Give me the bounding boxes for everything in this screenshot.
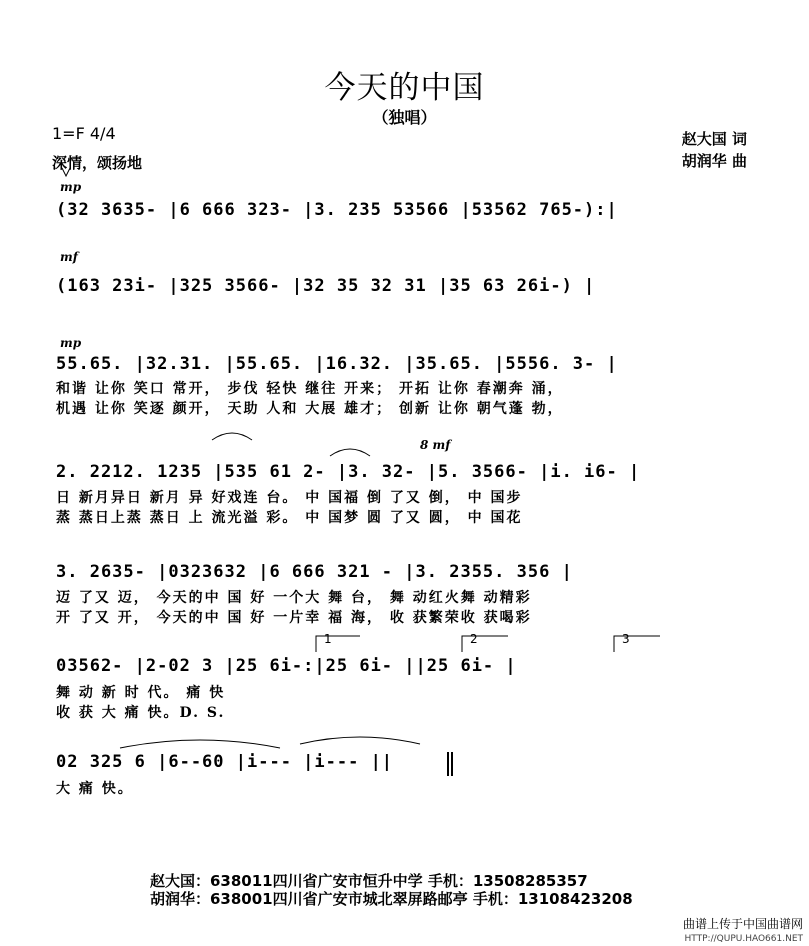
score-line: (163 23i- |325 3566- |32 35 32 31 |35 63 26i-) | bbox=[56, 276, 596, 296]
volta-bracket bbox=[462, 636, 508, 652]
lyric-line: 大 痛 快。 bbox=[56, 781, 134, 797]
tie-arc bbox=[330, 449, 370, 456]
watermark-text: 曲谱上传于中国曲谱网 bbox=[682, 917, 803, 931]
lyric-line: 舞 动 新 时 代。 痛 快 bbox=[56, 685, 226, 701]
tempo-marking: 深情，颂扬地 bbox=[52, 154, 143, 172]
score-line: 02 325 6 |6--60 |i--- |i--- || bbox=[56, 752, 394, 772]
contact-line: 赵大国：638011四川省广安市恒升中学 手机：13508285357 bbox=[150, 872, 588, 890]
volta-number: 2 bbox=[470, 632, 478, 646]
lyric-line: 蒸 蒸日上蒸 蒸日 上 流光溢 彩。 中 国梦 圆 了又 圆， 中 国花 bbox=[56, 510, 523, 526]
lyricist-credit: 赵大国 词 bbox=[681, 130, 747, 148]
decrescendo-mark bbox=[62, 168, 70, 176]
score-line: 55.65. |32.31. |55.65. |16.32. |35.65. |5556. 3- | bbox=[56, 354, 618, 374]
dynamic-marking: mf bbox=[60, 250, 78, 264]
score-line: (32 3635- |6 666 323- |3. 235 53566 |53562 765-):| bbox=[56, 200, 618, 220]
dynamic-marking: mp bbox=[60, 336, 82, 350]
tie-arc bbox=[300, 737, 420, 744]
lyric-line: 收 获 大 痛 快。D. S. bbox=[56, 705, 226, 721]
song-title: 今天的中国 bbox=[324, 70, 485, 106]
subtitle: （独唱） bbox=[372, 108, 437, 127]
lyric-line: 迈 了又 迈， 今天的中 国 好 一个大 舞 台， 舞 动红火舞 动精彩 bbox=[56, 590, 532, 606]
dynamic-marking: 8 mf bbox=[420, 438, 451, 452]
volta-bracket bbox=[316, 636, 360, 652]
lyric-line: 开 了又 开， 今天的中 国 好 一片幸 福 海， 收 获繁荣收 获喝彩 bbox=[56, 610, 532, 626]
volta-bracket bbox=[614, 636, 660, 652]
volta-number: 3 bbox=[622, 632, 630, 646]
lyric-line: 和谐 让你 笑口 常开， 步伐 轻快 继往 开来； 开拓 让你 春潮奔 涌， bbox=[56, 381, 564, 397]
lyric-line: 机遇 让你 笑逐 颜开， 天助 人和 大展 雄才； 创新 让你 朝气蓬 勃， bbox=[56, 401, 564, 417]
key-signature: 1=F 4/4 bbox=[52, 124, 116, 143]
score-line: 03562- |2-02 3 |25 6i-:|25 6i- ||25 6i- | bbox=[56, 656, 517, 676]
contact-line: 胡润华：638001四川省广安市城北翠屏路邮亭 手机：13108423208 bbox=[150, 890, 633, 908]
score-line: 2. 2212. 1235 |535 61 2- |3. 32- |5. 3566- |i. i6- | bbox=[56, 462, 641, 482]
watermark-url: HTTP://QUPU.HAO661.NET bbox=[684, 934, 803, 944]
final-barline bbox=[448, 752, 452, 776]
volta-number: 1 bbox=[324, 632, 332, 646]
composer-credit: 胡润华 曲 bbox=[681, 152, 747, 170]
tie-arc bbox=[212, 433, 252, 440]
score-line: 3. 2635- |0323632 |6 666 321 - |3. 2355. 356 | bbox=[56, 562, 573, 582]
dynamic-marking: mp bbox=[60, 180, 82, 194]
lyric-line: 日 新月异日 新月 异 好戏连 台。 中 国福 倒 了又 倒， 中 国步 bbox=[56, 490, 523, 506]
tie-arc bbox=[120, 740, 280, 748]
